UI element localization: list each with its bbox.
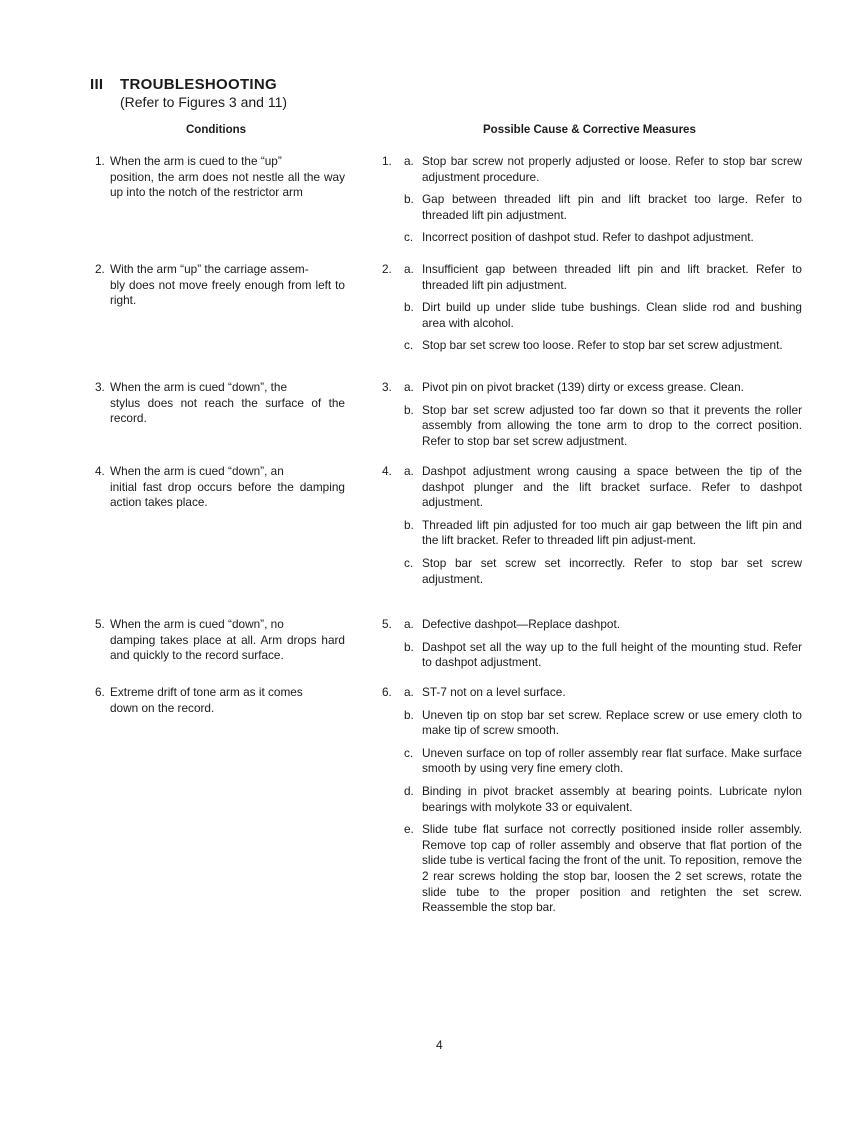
cause-text: Slide tube flat surface not correctly positioned inside roller assembly. Remove top cap of roller assembly and observe that flat portion of the slide tube is vertical facing the front of the unit. To reposition, remove the 2 rear screws holding the stop bar, loosen the 2 set screws, rotate the slide tube to the proper position and retighten the set screw. Reassemble the stop bar. bbox=[422, 822, 802, 915]
condition-number: 5. bbox=[95, 617, 105, 631]
cause-text: Pivot pin on pivot bracket (139) dirty or excess grease. Clean. bbox=[422, 380, 744, 394]
condition-3 bbox=[95, 380, 345, 427]
section-title-text: TROUBLESHOOTING bbox=[120, 76, 277, 93]
causes-2 bbox=[382, 262, 802, 361]
condition-number: 1. bbox=[95, 154, 105, 168]
section-title bbox=[90, 76, 287, 93]
cause-row-number bbox=[382, 403, 404, 450]
cause-text: ST-7 not on a level surface. bbox=[422, 685, 566, 699]
cause-text: Insufficient gap between threaded lift pin and lift bracket. Refer to threaded lift pin adjustment. bbox=[422, 262, 802, 292]
cause-row-number: 5. bbox=[382, 617, 392, 631]
condition-text-rest: bly does not move freely enough from left to right. bbox=[110, 277, 345, 308]
condition-text-rest: damping takes place at all. Arm drops hard and quickly to the record surface. bbox=[110, 632, 345, 663]
condition-text-first: Extreme drift of tone arm as it comes bbox=[110, 685, 303, 699]
cause-text: Dashpot set all the way up to the full height of the mounting stud. Refer to dashpot adjustment. bbox=[422, 639, 802, 670]
cause-row-number bbox=[382, 338, 404, 354]
cause-item bbox=[382, 822, 802, 916]
cause-letter: c. bbox=[404, 338, 414, 353]
cause-row-number bbox=[382, 300, 404, 331]
cause-row-number: 2. bbox=[382, 262, 392, 276]
cause-letter: e. bbox=[404, 822, 414, 837]
cause-item bbox=[382, 403, 802, 450]
cause-row-number bbox=[382, 640, 404, 671]
condition-number: 6. bbox=[95, 685, 105, 699]
condition-1 bbox=[95, 154, 345, 201]
cause-letter: a. bbox=[404, 685, 414, 699]
cause-text: Stop bar set screw too loose. Refer to stop bar set screw adjustment. bbox=[422, 338, 783, 353]
condition-5 bbox=[95, 617, 345, 664]
cause-letter: a. bbox=[404, 380, 414, 394]
causes-1 bbox=[382, 154, 802, 253]
cause-letter: c. bbox=[404, 745, 414, 760]
cause-item bbox=[382, 300, 802, 331]
cause-item bbox=[382, 708, 802, 739]
cause-item bbox=[382, 784, 802, 815]
cause-item bbox=[382, 556, 802, 587]
cause-row-number bbox=[382, 708, 404, 739]
condition-text-first: When the arm is cued to the “up” bbox=[110, 154, 282, 168]
condition-text-first: When the arm is cued “down”, an bbox=[110, 464, 284, 478]
cause-text: Uneven surface on top of roller assembly rear flat surface. Make surface smooth by using very fine emery cloth. bbox=[422, 745, 802, 776]
cause-row-number: 4. bbox=[382, 464, 392, 478]
cause-item bbox=[382, 380, 802, 396]
cause-text: Stop bar screw not properly adjusted or loose. Refer to stop bar screw adjustment procedure. bbox=[422, 154, 802, 184]
cause-text: Stop bar set screw set incorrectly. Refer to stop bar set screw adjustment. bbox=[422, 555, 802, 586]
cause-text: Threaded lift pin adjusted for too much air gap between the lift pin and the lift bracket. Refer to threaded lift pin adjust-ment. bbox=[422, 517, 802, 548]
cause-text: Dashpot adjustment wrong causing a space between the tip of the dashpot plunger and the lift bracket surface. Refer to dashpot adjustment. bbox=[422, 464, 802, 510]
cause-item bbox=[382, 154, 802, 185]
cause-letter: b. bbox=[404, 707, 414, 722]
condition-text-rest: position, the arm does not nestle all the way up into the notch of the restrictor arm bbox=[110, 169, 345, 200]
condition-text-rest: stylus does not reach the surface of the record. bbox=[110, 395, 345, 426]
section-number: III bbox=[90, 76, 104, 93]
cause-item bbox=[382, 685, 802, 701]
cause-row-number: 3. bbox=[382, 380, 392, 394]
cause-letter: b. bbox=[404, 639, 414, 654]
condition-4 bbox=[95, 464, 345, 511]
cause-text: Incorrect position of dashpot stud. Refer to dashpot adjustment. bbox=[422, 230, 754, 245]
cause-row-number: 1. bbox=[382, 154, 392, 168]
causes-6 bbox=[382, 685, 802, 923]
cause-item bbox=[382, 192, 802, 223]
cause-row-number bbox=[382, 784, 404, 815]
cause-letter: a. bbox=[404, 617, 414, 631]
cause-text: Dirt build up under slide tube bushings. Clean slide rod and bushing area with alcohol. bbox=[422, 300, 802, 330]
cause-row-number bbox=[382, 746, 404, 777]
cause-row-number bbox=[382, 192, 404, 223]
condition-2 bbox=[95, 262, 345, 309]
cause-text: Uneven tip on stop bar set screw. Replace screw or use emery cloth to make tip of screw smooth. bbox=[422, 707, 802, 738]
causes-column-header: Possible Cause & Corrective Measures bbox=[483, 124, 696, 136]
cause-item bbox=[382, 746, 802, 777]
cause-row-number: 6. bbox=[382, 685, 392, 699]
cause-item bbox=[382, 230, 802, 246]
cause-text: Defective dashpot—Replace dashpot. bbox=[422, 617, 621, 631]
page-number: 4 bbox=[436, 1038, 443, 1052]
condition-number: 3. bbox=[95, 380, 105, 394]
cause-item bbox=[382, 518, 802, 549]
section-heading bbox=[90, 76, 287, 110]
cause-letter: b. bbox=[404, 192, 414, 207]
condition-6 bbox=[95, 685, 345, 716]
cause-row-number bbox=[382, 556, 404, 587]
cause-text: Gap between threaded lift pin and lift bracket too large. Refer to threaded lift pin adjustment. bbox=[422, 192, 802, 222]
causes-5 bbox=[382, 617, 802, 678]
cause-row-number bbox=[382, 230, 404, 246]
cause-item bbox=[382, 640, 802, 671]
cause-item bbox=[382, 338, 802, 354]
condition-text-first: With the arm “up” the carriage assem- bbox=[110, 262, 309, 276]
causes-4 bbox=[382, 464, 802, 594]
cause-text: Stop bar set screw adjusted too far down so that it prevents the roller assembly from allowing the tone arm to drop to the correct position. Refer to stop bar set screw adjustment. bbox=[422, 402, 802, 448]
causes-3 bbox=[382, 380, 802, 456]
condition-text-rest: initial fast drop occurs before the damping action takes place. bbox=[110, 479, 345, 510]
conditions-column-header: Conditions bbox=[186, 124, 247, 136]
cause-letter: b. bbox=[404, 300, 414, 315]
cause-letter: b. bbox=[404, 517, 414, 532]
cause-item bbox=[382, 617, 802, 633]
cause-letter: d. bbox=[404, 783, 414, 798]
cause-item bbox=[382, 464, 802, 511]
condition-text-rest: down on the record. bbox=[110, 700, 215, 715]
cause-row-number bbox=[382, 822, 404, 916]
cause-row-number bbox=[382, 518, 404, 549]
cause-letter: c. bbox=[404, 555, 414, 570]
condition-text-first: When the arm is cued “down”, no bbox=[110, 617, 284, 631]
condition-number: 4. bbox=[95, 464, 105, 478]
cause-item bbox=[382, 262, 802, 293]
cause-letter: a. bbox=[404, 464, 414, 478]
cause-text: Binding in pivot bracket assembly at bearing points. Lubricate nylon bearings with molykote 33 or equivalent. bbox=[422, 783, 802, 814]
condition-text-first: When the arm is cued “down”, the bbox=[110, 380, 288, 394]
cause-letter: a. bbox=[404, 154, 414, 168]
condition-number: 2. bbox=[95, 262, 105, 276]
section-subtitle: (Refer to Figures 3 and 11) bbox=[120, 94, 288, 110]
cause-letter: b. bbox=[404, 402, 414, 417]
cause-letter: a. bbox=[404, 262, 414, 276]
cause-letter: c. bbox=[404, 230, 414, 245]
